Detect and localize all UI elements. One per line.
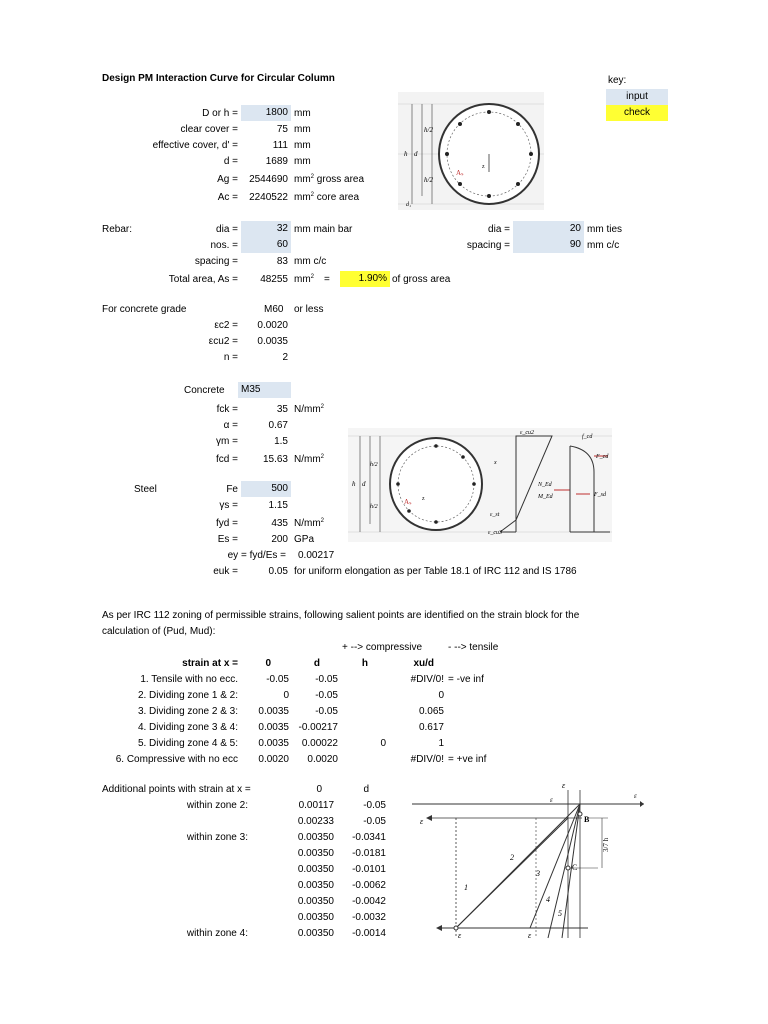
es-label: Es = bbox=[217, 534, 238, 545]
fcd-unit: $N/mm^2$ bbox=[294, 454, 325, 465]
svg-text:ε_cu3: ε_cu3 bbox=[488, 530, 503, 536]
nos-label: nos. = bbox=[210, 240, 238, 251]
ecu2-label: εcu2 = bbox=[208, 336, 238, 347]
additional-row-group: within zone 4: bbox=[186, 928, 248, 939]
additional-row-strain-0: 0.00233 bbox=[297, 816, 334, 827]
svg-text:ε: ε bbox=[634, 792, 637, 800]
svg-text:h/2: h/2 bbox=[424, 176, 433, 184]
svg-text:h: h bbox=[404, 150, 408, 158]
zoning-paragraph-line2: calculation of (Pud, Mud): bbox=[102, 626, 216, 637]
zone-row-note: = +ve inf bbox=[448, 754, 487, 765]
additional-row-strain-0: 0.00350 bbox=[297, 912, 334, 923]
svg-text:x: x bbox=[494, 460, 497, 466]
additional-row-strain-d: -0.0341 bbox=[352, 832, 386, 843]
fyd-unit: $N/mm^2$ bbox=[294, 518, 325, 529]
alpha-value: 0.67 bbox=[268, 420, 288, 431]
fe-value[interactable]: 500 bbox=[241, 481, 291, 497]
ey-value: 0.00217 bbox=[298, 550, 335, 561]
gamma-s-label: γs = bbox=[219, 500, 238, 511]
svg-text:3/7 h: 3/7 h bbox=[602, 837, 610, 852]
additional-row-group: within zone 2: bbox=[186, 800, 248, 811]
spacing-unit: mm c/c bbox=[294, 256, 327, 267]
d-or-h-label: D or h = bbox=[202, 108, 238, 119]
svg-text:ε_cu2: ε_cu2 bbox=[520, 430, 535, 436]
zone-row-xud: #DIV/0! bbox=[410, 674, 444, 685]
zones-header-0: 0 bbox=[265, 658, 271, 669]
gamma-s-value: 1.15 bbox=[268, 500, 288, 511]
additional-row-strain-d: -0.0062 bbox=[352, 880, 386, 891]
fyd-value: 435 bbox=[271, 518, 288, 529]
additional-row-strain-d: -0.05 bbox=[363, 800, 386, 811]
svg-text:f_cd: f_cd bbox=[582, 434, 593, 440]
fcd-value: 15.63 bbox=[262, 454, 288, 465]
svg-text:B: B bbox=[584, 815, 590, 824]
zone-row-strain-d: 0.0020 bbox=[307, 754, 338, 765]
ag-unit: $mm^2$ gross area bbox=[294, 174, 365, 185]
additional-row-strain-d: -0.0032 bbox=[352, 912, 386, 923]
additional-row-strain-0: 0.00117 bbox=[298, 800, 334, 811]
ec2-label: εc2 = bbox=[214, 320, 238, 331]
additional-row-strain-d: -0.0181 bbox=[352, 848, 386, 859]
n-label: n = bbox=[223, 352, 238, 363]
ey-label: ey = fyd/Es = bbox=[227, 550, 286, 561]
strain-block-figure bbox=[348, 428, 612, 542]
tie-dia-label: dia = bbox=[488, 224, 510, 235]
additional-row-strain-d: -0.05 bbox=[363, 816, 386, 827]
zones-header-xud: xu/d bbox=[413, 658, 434, 669]
svg-text:4: 4 bbox=[546, 895, 550, 904]
zone-row-label: 4. Dividing zone 3 & 4: bbox=[137, 722, 238, 733]
zone-row-label: 6. Compressive with no ecc bbox=[115, 754, 238, 765]
additional-row-strain-d: -0.0042 bbox=[352, 896, 386, 907]
es-unit: GPa bbox=[294, 534, 315, 545]
spacing-label: spacing = bbox=[194, 256, 238, 267]
zones-header-h: h bbox=[361, 658, 368, 669]
svg-text:d₁: d₁ bbox=[406, 202, 412, 208]
grade-note: or less bbox=[294, 304, 324, 315]
svg-text:ε_st: ε_st bbox=[490, 512, 500, 518]
svg-text:ε: ε bbox=[420, 817, 424, 826]
svg-text:z: z bbox=[482, 164, 485, 170]
additional-row-strain-0: 0.00350 bbox=[297, 928, 334, 939]
main-dia-unit: mm main bar bbox=[294, 224, 353, 235]
gamma-m-value: 1.5 bbox=[274, 436, 288, 447]
clear-cover-label: clear cover = bbox=[180, 124, 238, 135]
zone-row-xud: 0.617 bbox=[418, 722, 444, 733]
svg-text:M_Ed: M_Ed bbox=[538, 494, 553, 500]
additional-row-strain-0: 0.00350 bbox=[297, 848, 334, 859]
d-label: d = bbox=[223, 156, 238, 167]
total-area-value: 48255 bbox=[260, 274, 288, 285]
svg-text:F_sd: F_sd bbox=[594, 492, 606, 498]
zone-row-strain-0: 0.0035 bbox=[258, 722, 289, 733]
zone-row-xud: 1 bbox=[438, 738, 444, 749]
concrete-grade-input[interactable]: M35 bbox=[238, 382, 291, 398]
tie-dia-unit: mm ties bbox=[587, 224, 622, 235]
concrete-label: Concrete bbox=[184, 385, 225, 396]
zone-row-strain-d: -0.05 bbox=[315, 690, 338, 701]
zone-row-label: 3. Dividing zone 2 & 3: bbox=[137, 706, 238, 717]
effective-cover-label: effective cover, d' = bbox=[152, 140, 238, 151]
fck-value: 35 bbox=[276, 404, 288, 415]
svg-text:N_Ed: N_Ed bbox=[538, 482, 552, 488]
fe-label: Fe bbox=[226, 484, 238, 495]
page-title: Design PM Interaction Curve for Circular Column bbox=[102, 73, 335, 84]
gamma-m-label: γm = bbox=[216, 436, 238, 447]
ac-value: 2240522 bbox=[249, 192, 288, 203]
svg-text:ε: ε bbox=[550, 796, 553, 804]
zone-row-strain-d: -0.05 bbox=[315, 674, 338, 685]
key-input: input bbox=[606, 89, 668, 105]
svg-text:ε: ε bbox=[528, 931, 532, 940]
total-area-unit: $mm^2$ bbox=[294, 274, 315, 285]
zone-row-strain-0: 0.0020 bbox=[258, 754, 289, 765]
svg-text:2: 2 bbox=[510, 853, 514, 862]
ag-value: 2544690 bbox=[249, 174, 288, 185]
key-check: check bbox=[606, 105, 668, 121]
zone-row-strain-0: -0.05 bbox=[266, 674, 289, 685]
svg-text:d: d bbox=[414, 150, 418, 158]
zone-row-strain-0: 0 bbox=[283, 690, 289, 701]
tie-spacing-value[interactable]: 90 bbox=[513, 237, 584, 253]
ac-label: Ac = bbox=[217, 192, 238, 203]
additional-row-strain-0: 0.00350 bbox=[297, 880, 334, 891]
tie-spacing-unit: mm c/c bbox=[587, 240, 620, 251]
total-area-label: Total area, As = bbox=[168, 274, 238, 285]
zone-row-xud: 0 bbox=[438, 690, 444, 701]
additional-row-strain-0: 0.00350 bbox=[297, 896, 334, 907]
svg-text:C: C bbox=[572, 863, 578, 872]
rebar-label: Rebar: bbox=[102, 224, 133, 235]
alpha-label: α = bbox=[223, 420, 238, 431]
spacing-value: 83 bbox=[276, 256, 288, 267]
svg-text:Aₛ: Aₛ bbox=[404, 498, 412, 506]
column-section-figure bbox=[398, 92, 544, 210]
zoning-paragraph-line1: As per IRC 112 zoning of permissible strains, following salient points are identified on the strain block for the bbox=[102, 610, 580, 621]
ag-label: Ag = bbox=[217, 174, 238, 185]
svg-text:h/2: h/2 bbox=[424, 126, 433, 134]
fyd-label: fyd = bbox=[216, 518, 238, 529]
svg-text:ε: ε bbox=[562, 781, 566, 790]
main-dia-value[interactable]: 32 bbox=[241, 221, 291, 237]
zone-row-strain-d: -0.00217 bbox=[298, 722, 338, 733]
zone-row-label: 1. Tensile with no ecc. bbox=[140, 674, 238, 685]
legend-tensile: - --> tensile bbox=[448, 642, 499, 653]
zone-row-strain-0: 0.0035 bbox=[258, 738, 289, 749]
clear-cover-value: 75 bbox=[276, 124, 288, 135]
d-or-h-value[interactable]: 1800 bbox=[241, 105, 291, 121]
grade-label: For concrete grade bbox=[102, 304, 187, 315]
steel-percent-note: of gross area bbox=[392, 274, 451, 285]
additional-row-group: within zone 3: bbox=[186, 832, 248, 843]
additional-row-strain-d: -0.0101 bbox=[352, 864, 386, 875]
euk-value: 0.05 bbox=[268, 566, 288, 577]
n-value: 2 bbox=[282, 352, 288, 363]
additional-row-strain-0: 0.00350 bbox=[297, 864, 334, 875]
zone-row-note: = -ve inf bbox=[448, 674, 484, 685]
svg-text:h/2: h/2 bbox=[370, 504, 378, 510]
zone-row-xud: #DIV/0! bbox=[410, 754, 444, 765]
steel-label: Steel bbox=[134, 484, 157, 495]
legend-compressive: + --> compressive bbox=[342, 642, 423, 653]
ecu2-value: 0.0035 bbox=[257, 336, 288, 347]
zone-row-strain-0: 0.0035 bbox=[258, 706, 289, 717]
key-label: key: bbox=[608, 75, 627, 86]
fck-label: fck = bbox=[216, 404, 238, 415]
svg-text:Aₛ: Aₛ bbox=[456, 169, 464, 177]
ac-unit: $mm^2$ core area bbox=[294, 192, 360, 203]
tie-spacing-label: spacing = bbox=[466, 240, 510, 251]
ec2-value: 0.0020 bbox=[257, 320, 288, 331]
d-unit: mm bbox=[294, 156, 311, 167]
clear-cover-unit: mm bbox=[294, 124, 311, 135]
euk-note: for uniform elongation as per Table 18.1 of IRC 112 and IS 1786 bbox=[294, 566, 577, 577]
fcd-label: fcd = bbox=[216, 454, 238, 465]
euk-label: euk = bbox=[213, 566, 238, 577]
svg-text:ε: ε bbox=[458, 931, 462, 940]
svg-text:h: h bbox=[352, 480, 356, 488]
steel-percent: 1.90% bbox=[340, 271, 390, 287]
zone-row-xud: 0.065 bbox=[418, 706, 444, 717]
zone-row-strain-h: 0 bbox=[380, 738, 386, 749]
svg-text:z: z bbox=[422, 496, 425, 502]
svg-text:d: d bbox=[362, 480, 366, 488]
zone-row-label: 2. Dividing zone 1 & 2: bbox=[137, 690, 238, 701]
svg-text:h/2: h/2 bbox=[370, 462, 378, 468]
svg-text:F_cd: F_cd bbox=[596, 454, 609, 460]
es-value: 200 bbox=[271, 534, 288, 545]
d-or-h-unit: mm bbox=[294, 108, 311, 119]
additional-label: Additional points with strain at x = bbox=[102, 784, 251, 795]
svg-text:1: 1 bbox=[464, 883, 468, 892]
effective-cover-value: 111 bbox=[272, 140, 288, 151]
grade-value: M60 bbox=[264, 304, 284, 315]
additional-header-0: 0 bbox=[316, 784, 322, 795]
equals-sign: = bbox=[324, 274, 330, 285]
svg-text:5: 5 bbox=[558, 909, 562, 918]
zone-row-strain-d: 0.00022 bbox=[301, 738, 338, 749]
tie-dia-value[interactable]: 20 bbox=[513, 221, 584, 237]
effective-cover-unit: mm bbox=[294, 140, 311, 151]
zone-row-label: 5. Dividing zone 4 & 5: bbox=[137, 738, 238, 749]
fck-unit: $N/mm^2$ bbox=[294, 404, 325, 415]
d-value: 1689 bbox=[265, 156, 288, 167]
nos-value[interactable]: 60 bbox=[241, 237, 291, 253]
zone-row-strain-d: -0.05 bbox=[315, 706, 338, 717]
zones-header-strain: strain at x = bbox=[182, 658, 238, 669]
strain-zones-figure bbox=[412, 780, 644, 940]
additional-row-strain-d: -0.0014 bbox=[352, 928, 386, 939]
additional-header-d: d bbox=[363, 784, 369, 795]
svg-text:3: 3 bbox=[536, 869, 540, 878]
additional-row-strain-0: 0.00350 bbox=[297, 832, 334, 843]
main-dia-label: dia = bbox=[216, 224, 238, 235]
zones-header-d: d bbox=[313, 658, 320, 669]
